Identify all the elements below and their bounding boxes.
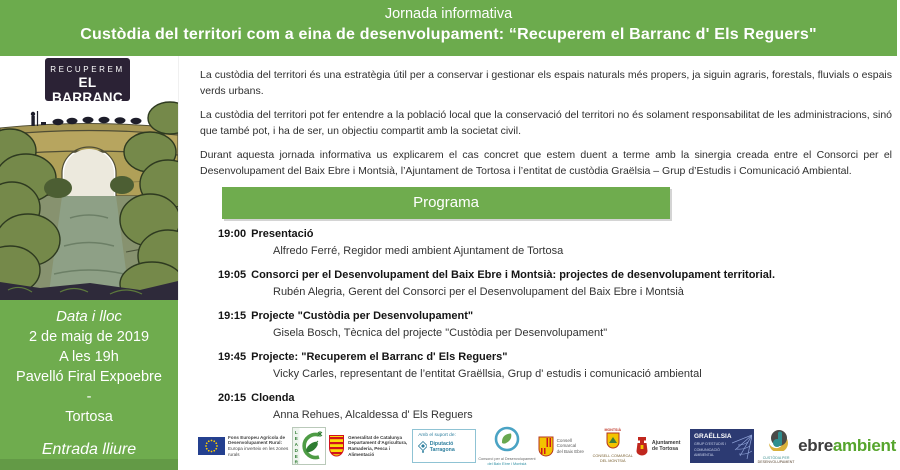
svg-text:R: R	[294, 459, 299, 465]
program-item	[200, 350, 892, 382]
date-place-box	[0, 300, 178, 470]
program-speaker: Alfredo Ferré, Regidor medi ambient Ajuntament de Tortosa	[273, 245, 564, 257]
badge-line1: RECUPEREM	[50, 65, 125, 74]
montsia-shield-icon	[606, 432, 620, 449]
program-time: 19:15	[218, 310, 247, 322]
header-banner	[0, 0, 897, 56]
program-speaker: Vicky Carles, representant de l’entitat Graëllsia, Grup d' estudis i comunicació ambiental	[273, 368, 702, 380]
free-entry-note: Entrada lliure	[41, 441, 137, 458]
consell-baix-ebre-logo: Consell Comarcal del Baix Ebre	[538, 436, 591, 457]
svg-text:E: E	[294, 454, 298, 459]
recuperem-el-barranc-badge	[45, 58, 130, 105]
poster-sidebar	[0, 56, 178, 470]
eu-feader-logo: Fons Europeu Agrícola de Desenvolupament Rural: Europa inverteix en les zones rurals	[198, 435, 290, 457]
spiderweb-icon	[732, 433, 752, 459]
event-time: A les 19h	[59, 349, 119, 365]
eu-flag-icon	[198, 437, 225, 455]
leader-icon	[292, 427, 326, 465]
header-title: Custòdia del territori com a eina de desenvolupament: “Recuperem el Barranc d' Els Reguers"	[80, 26, 817, 43]
program-speaker: Anna Rehues, Alcaldessa d' Els Reguers	[273, 409, 473, 421]
svg-text:L: L	[294, 430, 298, 435]
intro-paragraph-3: Durant aquesta jornada informativa us explicarem el cas concret que estem duent a terme amb la sinergia creada entre el Consorci per el Desenvolupament del Baix Ebre i Montsià, l’Ajuntament de Tortosa i l’entitat de custòdia Graëlsia – Grup d’Estudis i Comunicació Ambiental.	[200, 149, 892, 177]
program-title: Cloenda	[251, 392, 295, 404]
leader-logo	[292, 427, 326, 465]
consell-montsia-logo: MONTSIÀ CONSELL COMARCAL DEL MONTSIÀ	[592, 428, 633, 463]
program-list	[200, 227, 892, 423]
program-title: Projecte: "Recuperem el Barranc d' Els Reguers"	[251, 351, 508, 363]
date-place-title: Data i lloc	[56, 308, 122, 325]
generalitat-logo: Generalitat de Catalunya Departament d'Agricultura, Ramaderia, Pesca i Alimentació	[328, 434, 410, 458]
event-city: Tortosa	[65, 409, 113, 425]
program-time: 19:00	[218, 228, 247, 240]
custodia-desenvolupament-logo: CUSTÒDIA PER DESENVOLUPAMENT	[756, 428, 796, 465]
program-time: 19:05	[218, 269, 247, 281]
ebreambient-wordmark: ebre ambient	[798, 436, 896, 455]
sidebar-footer-strip	[0, 459, 178, 470]
consorci-logo: Consorci per al Desenvolupament del Baix Ebre i Montsià	[478, 426, 535, 466]
consorci-icon	[494, 426, 520, 452]
svg-text:E: E	[294, 436, 298, 441]
tortosa-crest-icon	[635, 436, 649, 457]
intro-paragraph-1: La custòdia del territori és una estratègia útil per a conservar i gestionar els espais naturals més propers, ja siguin agraris, forestals, fluvials o espais verds urbans.	[200, 69, 892, 97]
graellsia-logo: GRAËLLSIA GRUP D'ESTUDIS I COMUNICACIÓ AMBIENTAL	[690, 429, 754, 463]
program-item	[200, 309, 892, 341]
program-item	[200, 391, 892, 423]
event-date: 2 de maig de 2019	[28, 329, 150, 345]
program-time: 19:45	[218, 351, 247, 363]
svg-text:D: D	[294, 448, 299, 453]
head-profile-icon	[763, 428, 789, 451]
diputacio-diamond-icon	[418, 441, 426, 453]
programa-header-bar: Programa	[222, 187, 670, 219]
svg-text:A: A	[294, 442, 299, 447]
diputacio-tarragona-box: Amb el suport de: Diputació Tarragona	[412, 429, 476, 463]
intro-paragraph-2: La custòdia del territori pot fer entendre a la població local que la conservació del territori no és solament responsabilitat de les administracions, sinó que també pot, i ha de ser, un objectiu compartit amb la societat civil.	[200, 109, 892, 137]
sponsor-logos-row	[198, 424, 896, 468]
badge-line2: EL BARRANC	[51, 75, 124, 105]
ajuntament-tortosa-logo: Ajuntament de Tortosa	[635, 436, 688, 457]
program-title: Projecte "Custòdia per Desenvolupament"	[251, 310, 474, 322]
program-item	[200, 227, 892, 259]
header-subtitle: Jornada informativa	[384, 6, 513, 22]
barranc-poster	[0, 56, 179, 300]
main-content	[190, 56, 900, 470]
program-title: Presentació	[251, 228, 314, 240]
event-venue: Pavelló Firal Expoebre	[16, 369, 162, 385]
program-title: Consorci per el Desenvolupament del Baix Ebre i Montsià: projectes de desenvolupament territorial.	[251, 269, 775, 281]
program-speaker: Gisela Bosch, Tècnica del projecte "Custòdia per Desenvolupament"	[273, 327, 608, 339]
venue-separator: -	[86, 389, 92, 405]
baix-ebre-shield-icon	[538, 436, 554, 457]
program-time: 20:15	[218, 392, 247, 404]
badge-underline	[70, 108, 106, 110]
program-item	[200, 268, 892, 300]
program-speaker: Rubén Alegria, Gerent del Consorci per el Desenvolupament del Baix Ebre i Montsià	[273, 286, 684, 298]
senyera-shield-icon	[328, 434, 345, 458]
